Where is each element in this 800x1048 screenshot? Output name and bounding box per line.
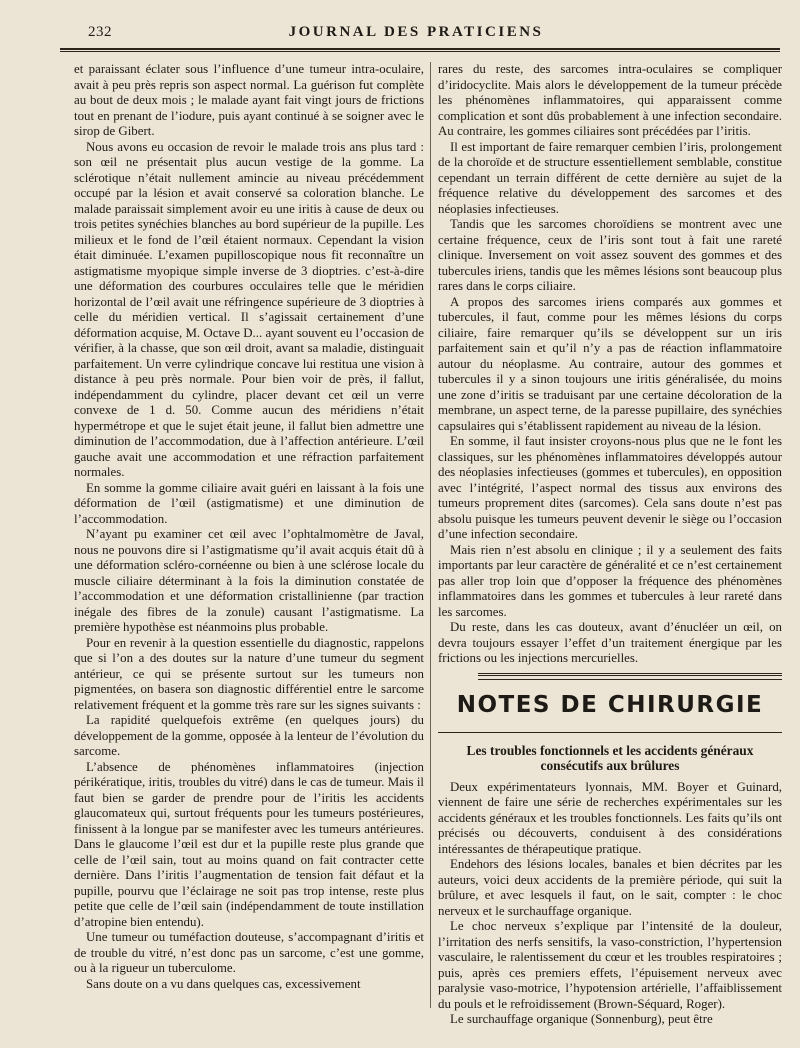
paragraph: et paraissant éclater sous l’influence d’une tumeur intra-oculaire, avait à peu près repris son aspect normal. La guérison fut complète au bout de deux mois ; le malade ayant fait vingt jours de frictions tout en prenant de l’iodure, puis ayant continué à se soigner avec le sirop de Gibert. <box>74 62 424 138</box>
right-column <box>438 62 782 1026</box>
article-title-line: Les troubles fonctionnels et les accidents généraux <box>466 742 754 758</box>
paragraph: Mais rien n’est absolu en clinique ; il y a seulement des faits importants par leur caractère de généralité et ce n’est certainement pas aller trop loin que d’opposer la fréquence des phénomènes inflammatoires dans les gommes et tubercules à leur rareté dans les sarcomes. <box>438 542 782 619</box>
paragraph: rares du reste, des sarcomes intra-oculaires se compliquer d’iridocyclite. Mais alors le développement de la tumeur précède les phénomènes inflammatoires, qui apparaissent comme complication et sont dûs probablement à une infection secondaire. Au contraire, les gommes ciliaires sont précédées par l’iritis. <box>438 62 782 138</box>
paragraph: Une tumeur ou tuméfaction douteuse, s’accompagnant d’iritis et de trouble du vitré, n’est donc pas un sarcome, c’est une gomme, ou à la rigueur un tuberculome. <box>74 930 424 975</box>
paragraph: Il est important de faire remarquer cembien l’iris, prolongement de la choroïde et de structure essentiellement semblable, constitue cependant un terrain différent de cette dernière au sujet de la fréquence relative du développement des sarcomes et des néoplasies infectieuses. <box>438 139 782 216</box>
paragraph: L’absence de phénomènes inflammatoires (injection périkératique, iritis, troubles du vitré) dans le cas de tumeur. Mais il faut bien se garder de prendre pour de l’iritis les accidents glaucomateux qui, surtout fréquents pour les tumeurs postérieures, finissent à la longue par se manifester avec les tumeurs antérieures. Dans le glaucome l’œil est dur et la pupille reste plus grande que celle de l’œil sain, tout au moins quand on fait contracter cette dernière. Dans l’iritis l’augmentation de tension fait défaut et la pupille, pourvu que l’éclairage ne soit pas trop intense, reste plus petite que celle de l’œil sain (indépendamment de toute instillation d’atropine bien entendu). <box>74 759 424 929</box>
paragraph: Du reste, dans les cas douteux, avant d’énucléer un œil, on devra toujours essayer l’effet d’un traitement énergique par les frictions ou les injections mercurielles. <box>438 620 782 665</box>
article-title-line: consécutifs aux brûlures <box>540 758 680 773</box>
section-rule <box>478 673 782 680</box>
paragraph: Deux expérimentateurs lyonnais, MM. Boyer et Guinard, viennent de faire une série de recherches expérimentales sur les accidents généraux et les troubles fonctionnels. Les faits qu’ils ont précisés ou découverts, conduisent à des considérations intéressantes de thérapeutique pratique. <box>438 779 782 856</box>
left-column <box>74 62 424 1018</box>
column-divider <box>430 62 431 1008</box>
paragraph: Pour en revenir à la question essentielle du diagnostic, rappelons que si l’on a des doutes sur la nature d’une tumeur du segment antérieur, ce qui se présente surtout sur les tumeurs non pigmentées, on basera son diagnostic différentiel entre le sarcome relativement fréquent et la gomme très rare sur les signes suivants : <box>74 635 424 712</box>
paragraph: Nous avons eu occasion de revoir le malade trois ans plus tard : son œil ne présentait plus aucun vestige de la gomme. La sclérotique n’était nullement amincie au niveau précédemment occupé par la lésion et avait conservé sa coloration blanche. Le malade paraissait simplement avoir eu une iritis à cause de deux ou trois petites synéchies blanches au bord supérieur de la pupille. Les milieux et le fond de l’œil étaient normaux. Cependant la vision était diminuée. L’examen pupilloscopique nous fit reconnaître un astigmatisme myopique simple inverse de 3 dioptries. c’est-à-dire une déformation des courbures occulaires telle que le méridien horizontal de l’œil avait une réfringence supérieure de 3 dioptries à celle du méridien vertical. Il s’agissait certainement d’une déformation acquise, M. Octave D... ayant souvent eu l’occasion de vérifier, à la chasse, que son œil droit, avant sa maladie, distinguait parfaitement. Un verre cylindrique concave lui restitua une vision à distance à peu près normale. Pour bien voir de près, il fallut, indépendamment du cylindre, placer devant cet œil un verre convexe de 1 d. 50. Comme aucun des méridiens n’était hypermétrope et que le sujet était jeune, il fallut bien admettre une diminution de l’accommodation, due à l’affection antérieure. L’œil gauche avait une accommodation et une réfraction parfaitement normales. <box>74 139 424 479</box>
paragraph: Sans doute on a vu dans quelques cas, excessivement <box>86 976 361 991</box>
journal-title: JOURNAL DES PRATICIENS <box>288 24 544 40</box>
paragraph: En somme, il faut insister croyons-nous plus que ne le font les classiques, sur les phénomènes inflammatoires développés autour des néoplasies infectieuses (gommes et tubercules), en opposition avec l’intégrité, l’aspect normal des tissus aux environs des tumeurs proprement dites (sarcomes). Cela sans doute n’est pas absolu puisque les tumeurs peuvent devenir le siège ou l’occasion d’une infection secondaire. <box>438 434 782 541</box>
paragraph: En somme la gomme ciliaire avait guéri en laissant à la fois une déformation de l’œil (astigmatisme) et une diminution de l’accommodation. <box>74 480 424 526</box>
paragraph: La rapidité quelquefois extrême (en quelques jours) du développement de la gomme, opposée à la lenteur de l’évolution du sarcome. <box>74 713 424 758</box>
paragraph: A propos des sarcomes iriens comparés aux gommes et tubercules, il faut, comme pour les mêmes lésions du corps ciliaire, faire remarquer qu’ils se développent sur un iris parfaitement sain et qu’il n’y a pas de réaction inflammatoire autour du néoplasme. Au contraire, autour des gommes et tubercules il y a sinon toujours une iritis généralisée, du moins une zone d’iritis se traduisant par une certaine décoloration de la membrane, un aspect terne, de la paresse pupillaire, des synéchies capsulaires qui s’établissent rapidement au niveau de la lésion. <box>438 294 782 433</box>
page-number: 232 <box>88 24 112 40</box>
header-rule <box>60 48 780 52</box>
section-rule-bottom <box>438 732 782 733</box>
paragraph: Le surchauffage organique (Sonnenburg), peut être <box>450 1012 713 1026</box>
paragraph: Endehors des lésions locales, banales et bien décrites par les auteurs, voici deux accidents de la première période, qui suit la brûlure, et avec lesquels il faut, on le sait, compter : le choc nerveux et le surchauffage organique. <box>438 857 782 918</box>
page-header <box>52 24 780 46</box>
paragraph: N’ayant pu examiner cet œil avec l’ophtalmomètre de Javal, nous ne pouvons dire si l’astigmatisme qu’il avait acquis était dû à une déformation scléro-cornéenne ou bien à une sclérose locale du muscle ciliaire déterminant à la fois la diminution constatée de l’accommodation et une déformation cristallinienne (par traction inégale des fibres de la zonule) causant l’astigmatisme. La première hypothèse est néanmoins plus probable. <box>74 527 424 634</box>
section-title: NOTES DE CHIRURGIE <box>456 691 764 718</box>
paragraph: Le choc nerveux s’explique par l’intensité de la douleur, l’irritation des nerfs sensitifs, la vaso-constriction, l’hypertension vasculaire, le ralentissement du cœur et les troubles respiratoires ; puis, après ces premiers effets, l’épuisement nerveux avec paralysie vaso-motrice, l’hypotension artérielle, l’affaiblissement du pouls et le refroidissement (Brown-Séquard, Roger). <box>438 919 782 1011</box>
paragraph: Tandis que les sarcomes choroïdiens se montrent avec une certaine fréquence, ceux de l’iris sont tout à fait une rareté clinique. Inversement on voit assez souvent des gommes et des tubercules iriens, tandis que les mêmes lésions sont beaucoup plus rares dans le corps ciliaire. <box>438 217 782 293</box>
article-title <box>438 743 782 774</box>
